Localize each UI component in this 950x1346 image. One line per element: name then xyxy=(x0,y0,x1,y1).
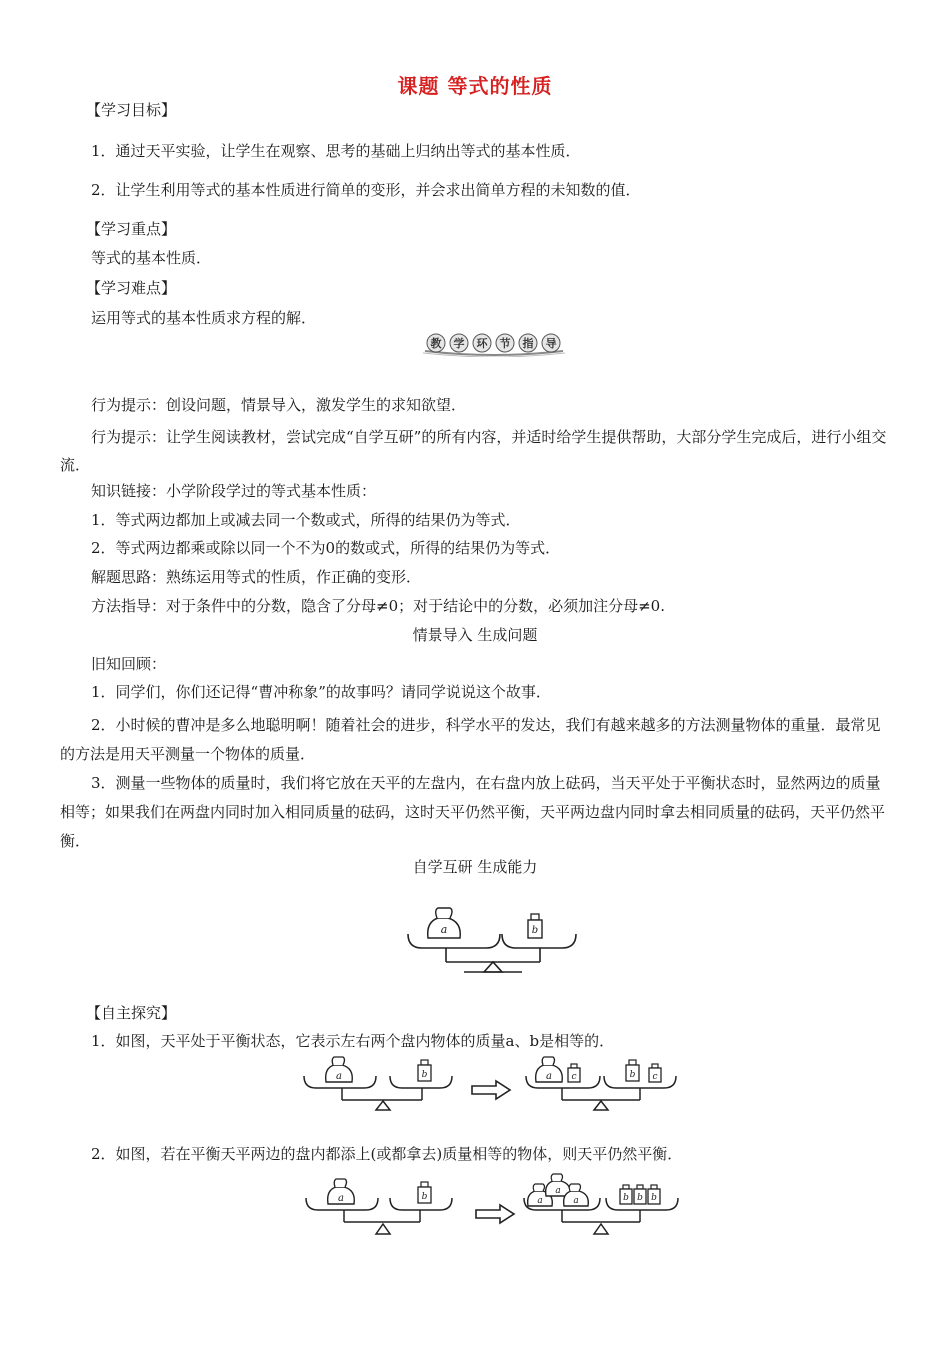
weight-icon xyxy=(418,1060,431,1081)
banner-char-5: 指 xyxy=(522,337,534,350)
section-2-title: 自学互研 生成能力 xyxy=(412,858,538,876)
balance-figure-main xyxy=(404,900,580,976)
weight-icon xyxy=(648,1185,660,1204)
svg-text:c: c xyxy=(571,1072,577,1082)
self-exploration-heading: 【自主探究】 xyxy=(86,1004,177,1022)
svg-text:a: a xyxy=(546,1071,552,1082)
weight-icon xyxy=(649,1064,661,1082)
svg-text:b: b xyxy=(421,1070,428,1080)
review-item-2: 2．小时候的曹冲是多么地聪明啊！随着社会的进步，科学水平的发达，我们有越来越多的方法测量物体的重量．最常见的方法是用天平测量一个物体的质量． xyxy=(60,716,881,763)
svg-text:b: b xyxy=(623,1193,629,1203)
svg-text:b: b xyxy=(531,925,539,936)
teaching-guide-banner xyxy=(421,331,567,357)
svg-text:c: c xyxy=(652,1072,658,1082)
svg-text:a: a xyxy=(555,1186,561,1196)
banner-char-4: 节 xyxy=(499,337,511,350)
weight-icon xyxy=(418,1182,431,1203)
hint-1: 行为提示：创设问题，情景导入，激发学生的求知欲望． xyxy=(91,396,467,414)
knowledge-link-item-1: 1．等式两边都加上或减去同一个数或式，所得的结果仍为等式． xyxy=(91,511,521,529)
svg-text:a: a xyxy=(440,923,448,936)
bag-icon xyxy=(536,1057,563,1082)
bag-icon xyxy=(326,1057,353,1082)
key-point-heading: 【学习重点】 xyxy=(86,220,177,238)
hint-2: 行为提示：让学生阅读教材，尝试完成“自学互研”的所有内容，并适时给学生提供帮助，大部分学生完成后，进行小组交流． xyxy=(60,428,887,474)
objective-item-2: 2．让学生利用等式的基本性质进行简单的变形，并会求出简单方程的未知数的值． xyxy=(91,181,641,199)
method-guide: 方法指导：对于条件中的分数，隐含了分母≠0；对于结论中的分数，必须加注分母≠0. xyxy=(91,597,665,615)
difficulty-text: 运用等式的基本性质求方程的解． xyxy=(91,309,317,327)
balance-figure-1 xyxy=(300,1052,685,1114)
page-title: 课题 等式的性质 xyxy=(397,74,553,98)
exploration-item-2: 2．如图，若在平衡天平两边的盘内都添上(或都拿去)质量相等的物体，则天平仍然平衡． xyxy=(91,1145,683,1163)
knowledge-link-intro: 知识链接：小学阶段学过的等式基本性质： xyxy=(91,482,377,500)
section-1-title: 情景导入 生成问题 xyxy=(412,626,538,644)
banner-char-6: 导 xyxy=(545,337,557,350)
svg-text:b: b xyxy=(651,1193,657,1203)
exploration-item-1: 1．如图，天平处于平衡状态，它表示左右两个盘内物体的质量a、b是相等的． xyxy=(91,1032,615,1050)
svg-text:a: a xyxy=(537,1196,543,1206)
objective-item-1: 1．通过天平实验，让学生在观察、思考的基础上归纳出等式的基本性质． xyxy=(91,142,581,160)
bag-icon xyxy=(328,1179,355,1204)
svg-text:b: b xyxy=(637,1193,643,1203)
objectives-heading: 【学习目标】 xyxy=(86,101,177,119)
review-item-3: 3．测量一些物体的质量时，我们将它放在天平的左盘内，在右盘内放上砝码，当天平处于平衡状态时，显然两边的质量相等；如果我们在两盘内同时加入相同质量的砝码，这时天平仍然平衡，天平两边盘内同时拿去相同质量的砝码，天平仍然平衡． xyxy=(60,774,886,850)
banner-char-3: 环 xyxy=(476,337,488,350)
bag-icon xyxy=(428,908,461,938)
solving-approach: 解题思路：熟练运用等式的性质，作正确的变形． xyxy=(91,568,422,586)
banner-char-2: 学 xyxy=(453,337,465,350)
svg-text:b: b xyxy=(629,1070,636,1080)
balance-figure-2 xyxy=(300,1168,685,1240)
review-label: 旧知回顾： xyxy=(91,655,167,673)
review-item-1: 1．同学们，你们还记得“曹冲称象”的故事吗？请同学说说这个故事． xyxy=(91,683,551,701)
svg-text:a: a xyxy=(336,1071,342,1082)
banner-char-1: 教 xyxy=(430,337,442,350)
difficulty-heading: 【学习难点】 xyxy=(86,279,177,297)
weight-icon xyxy=(620,1185,632,1204)
weight-icon xyxy=(626,1060,639,1081)
svg-text:a: a xyxy=(338,1193,344,1204)
weight-icon xyxy=(568,1064,580,1082)
svg-text:a: a xyxy=(573,1196,579,1206)
weight-icon xyxy=(528,914,542,938)
weight-icon xyxy=(634,1185,646,1204)
knowledge-link-item-2: 2．等式两边都乘或除以同一个不为0的数或式，所得的结果仍为等式． xyxy=(91,539,561,557)
key-point-text: 等式的基本性质． xyxy=(91,249,212,267)
svg-text:b: b xyxy=(421,1192,428,1202)
